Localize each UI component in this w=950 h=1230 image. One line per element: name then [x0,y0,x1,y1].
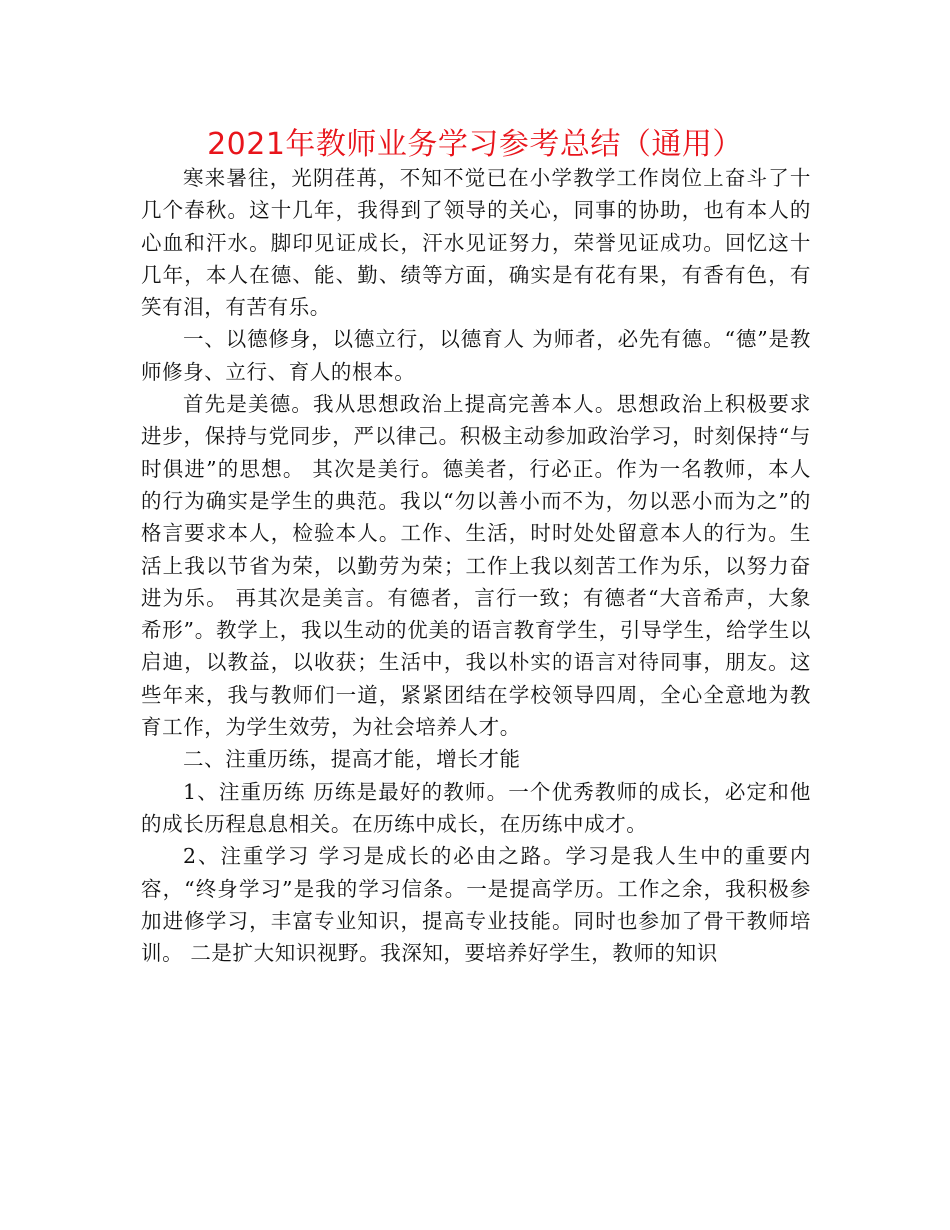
paragraph-section-one-heading: 一、以德修身，以德立行，以德育人 为师者，必先有德。“德”是教师修身、立行、育人的根本。 [141,327,811,384]
paragraph-section-two-heading: 二、注重历练，提高才能，增长才能 [183,747,521,772]
paragraph-intro: 寒来暑往，光阴荏苒，不知不觉已在小学教学工作岗位上奋斗了十几个春秋。这十几年，我得到了领导的关心，同事的协助，也有本人的心血和汗水。脚印见证成长，汗水见证努力，荣誉见证成功。回忆这十几年，本人在德、能、勤、绩等方面，确实是有花有果，有香有色，有笑有泪，有苦有乐。 [141,166,811,320]
paragraph-virtue: 首先是美德。我从思想政治上提高完善本人。思想政治上积极要求进步，保持与党同步，严以律己。积极主动参加政治学习，时刻保持“与时俱进”的思想。 其次是美行。德美者，行必正。作为一名教师，本人的行为确实是学生的典范。我以“勿以善小而不为，勿以恶小而为之”的格言要求本人，检验本人。工作、生活，时时处处留意本人的行为。生活上我以节省为荣，以勤劳为荣；工作上我以刻苦工作为乐，以努力奋进为乐。 再其次是美言。有德者，言行一致；有德者“大音希声，大象希形”。教学上，我以生动的优美的语言教育学生，引导学生，给学生以启迪，以教益，以收获；生活中，我以朴实的语言对待同事，朋友。这些年来，我与教师们一道，紧紧团结在学校领导四周，全心全意地为教育工作，为学生效劳，为社会培养人才。 [141,392,811,740]
paragraph-practice: 1、注重历练 历练是最好的教师。一个优秀教师的成长，必定和他的成长历程息息相关。在历练中成长，在历练中成才。 [141,779,811,836]
document-body [141,162,811,969]
paragraph-study: 2、注重学习 学习是成长的必由之路。学习是我人生中的重要内容，“终身学习”是我的学习信条。一是提高学历。工作之余，我积极参加进修学习，丰富专业知识，提高专业技能。同时也参加了骨干教师培训。 二是扩大知识视野。我深知，要培养好学生，教师的知识 [141,844,811,966]
document-title: 2021年教师业务学习参考总结（通用） [207,127,743,162]
